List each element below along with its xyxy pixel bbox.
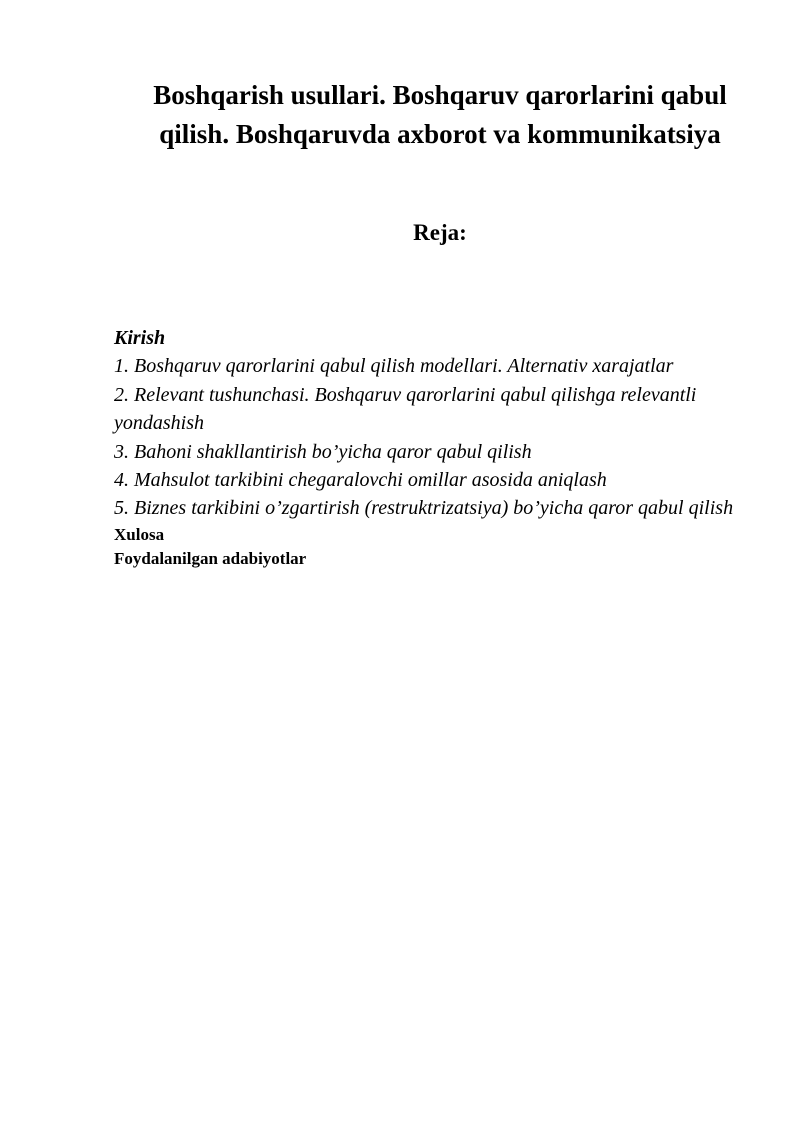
toc-conclusion: Xulosa (114, 524, 165, 544)
table-of-contents (114, 324, 754, 571)
toc-item-4: 4. Mahsulot tarkibini chegaralovchi omillar asosida aniqlash (114, 469, 607, 492)
toc-item-1: 1. Boshqaruv qarorlarini qabul qilish modellari. Alternativ xarajatlar (114, 355, 674, 378)
toc-item-3: 3. Bahoni shakllantirish bo’yicha qaror qabul qilish (114, 440, 532, 463)
toc-item-2: 2. Relevant tushunchasi. Boshqaruv qarorlarini qabul qilishga relevantli yondashish (114, 383, 697, 435)
plan-heading: Reja: (413, 220, 467, 245)
toc-references: Foydalanilgan adabiyotlar (114, 548, 307, 568)
document-title: Boshqarish usullari. Boshqaruv qarorlarini qabul qilish. Boshqaruvda axborot va kommunikatsiya (153, 80, 727, 149)
toc-intro: Kirish (114, 327, 166, 349)
toc-item-5: 5. Biznes tarkibini o’zgartirish (restruktrizatsiya) bo’yicha qaror qabul qilish (114, 497, 734, 520)
